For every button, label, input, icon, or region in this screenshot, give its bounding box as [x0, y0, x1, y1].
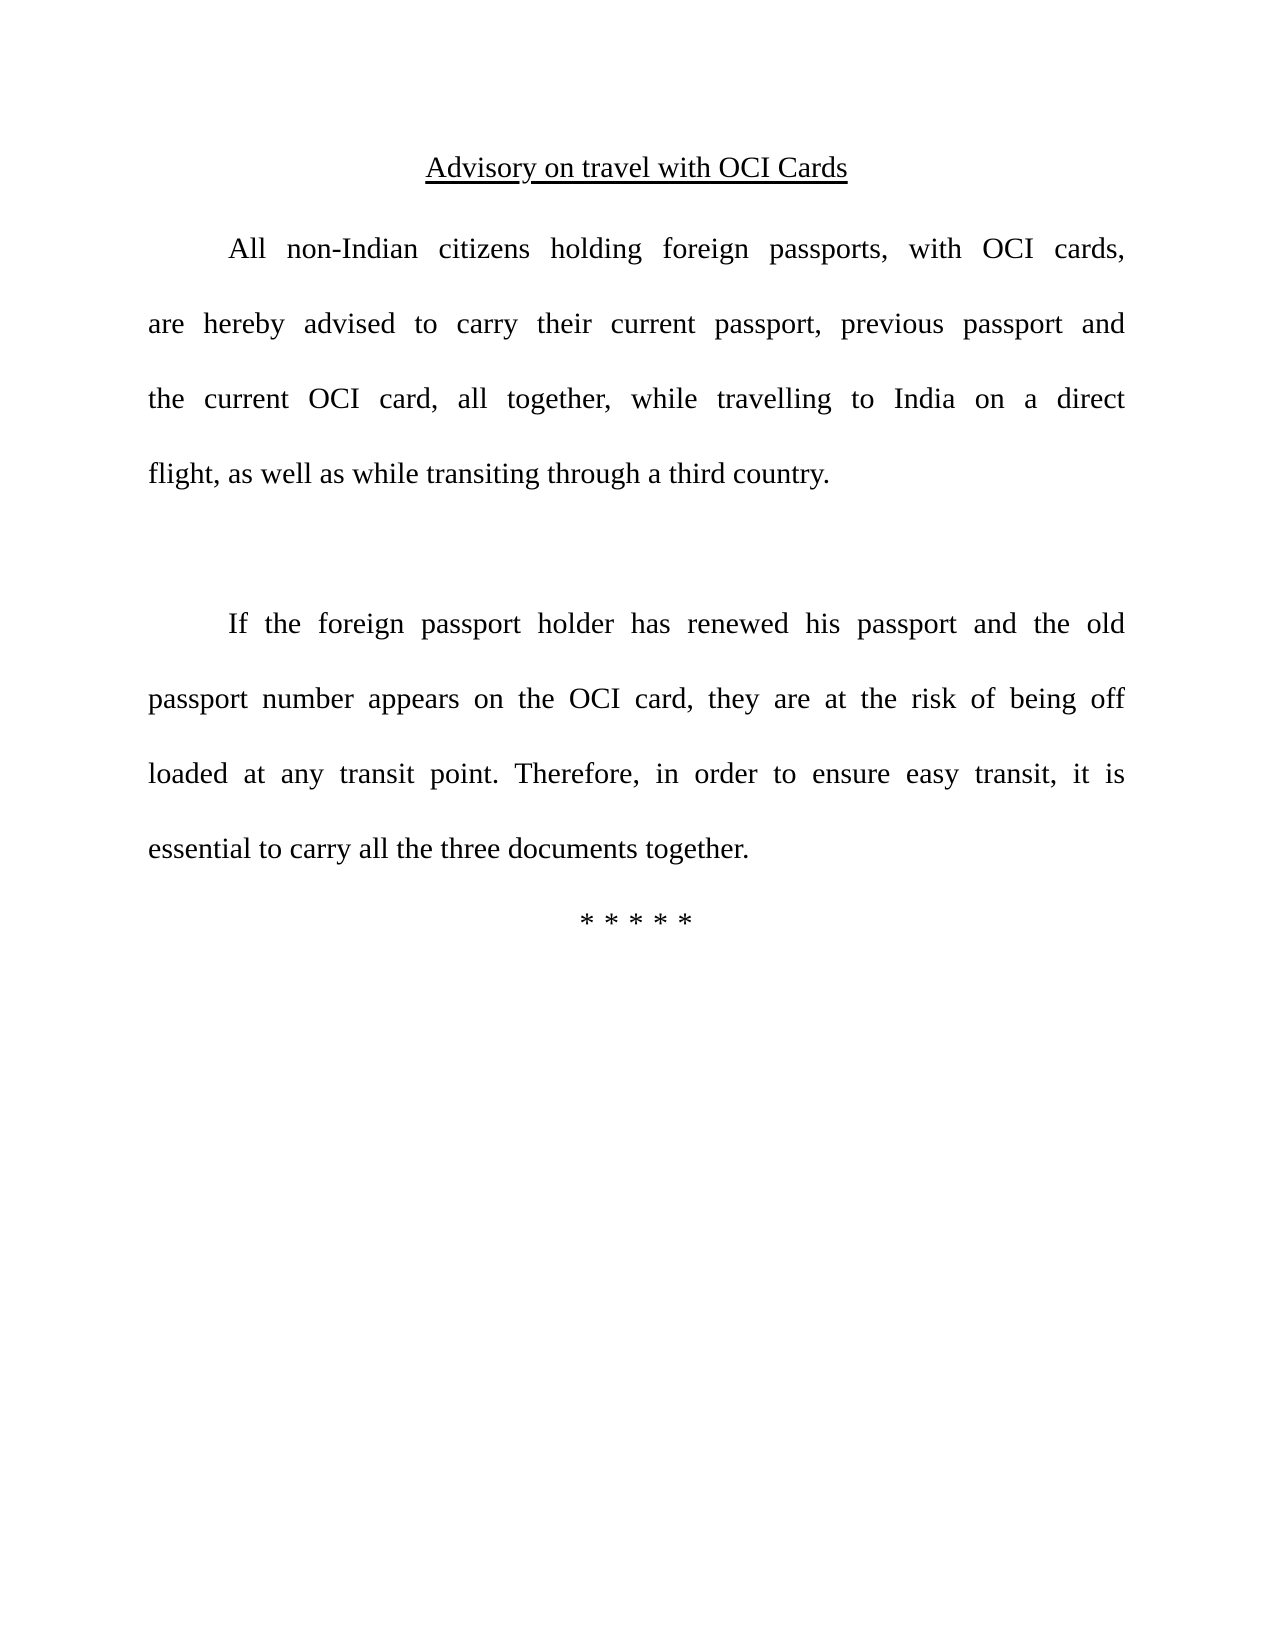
document-body [148, 211, 1125, 886]
paragraph [148, 211, 1125, 511]
text-line: the current OCI card, all together, while travelling to India on a direct [148, 382, 1125, 415]
end-mark: * * * * * [579, 907, 694, 940]
text-line: are hereby advised to carry their current passport, previous passport and [148, 307, 1125, 340]
text-line: If the foreign passport holder has renewed his passport and the old [228, 607, 1125, 640]
paragraph [148, 586, 1125, 886]
text-line: essential to carry all the three documents together. [148, 832, 750, 865]
text-line: All non-Indian citizens holding foreign passports, with OCI cards, [228, 232, 1125, 265]
text-line: loaded at any transit point. Therefore, in order to ensure easy transit, it is [148, 757, 1125, 790]
document-title [148, 0, 1125, 186]
document-title-text: Advisory on travel with OCI Cards [425, 151, 848, 184]
text-line: flight, as well as while transiting through a third country. [148, 457, 831, 490]
text-line: passport number appears on the OCI card, they are at the risk of being off [148, 682, 1125, 715]
